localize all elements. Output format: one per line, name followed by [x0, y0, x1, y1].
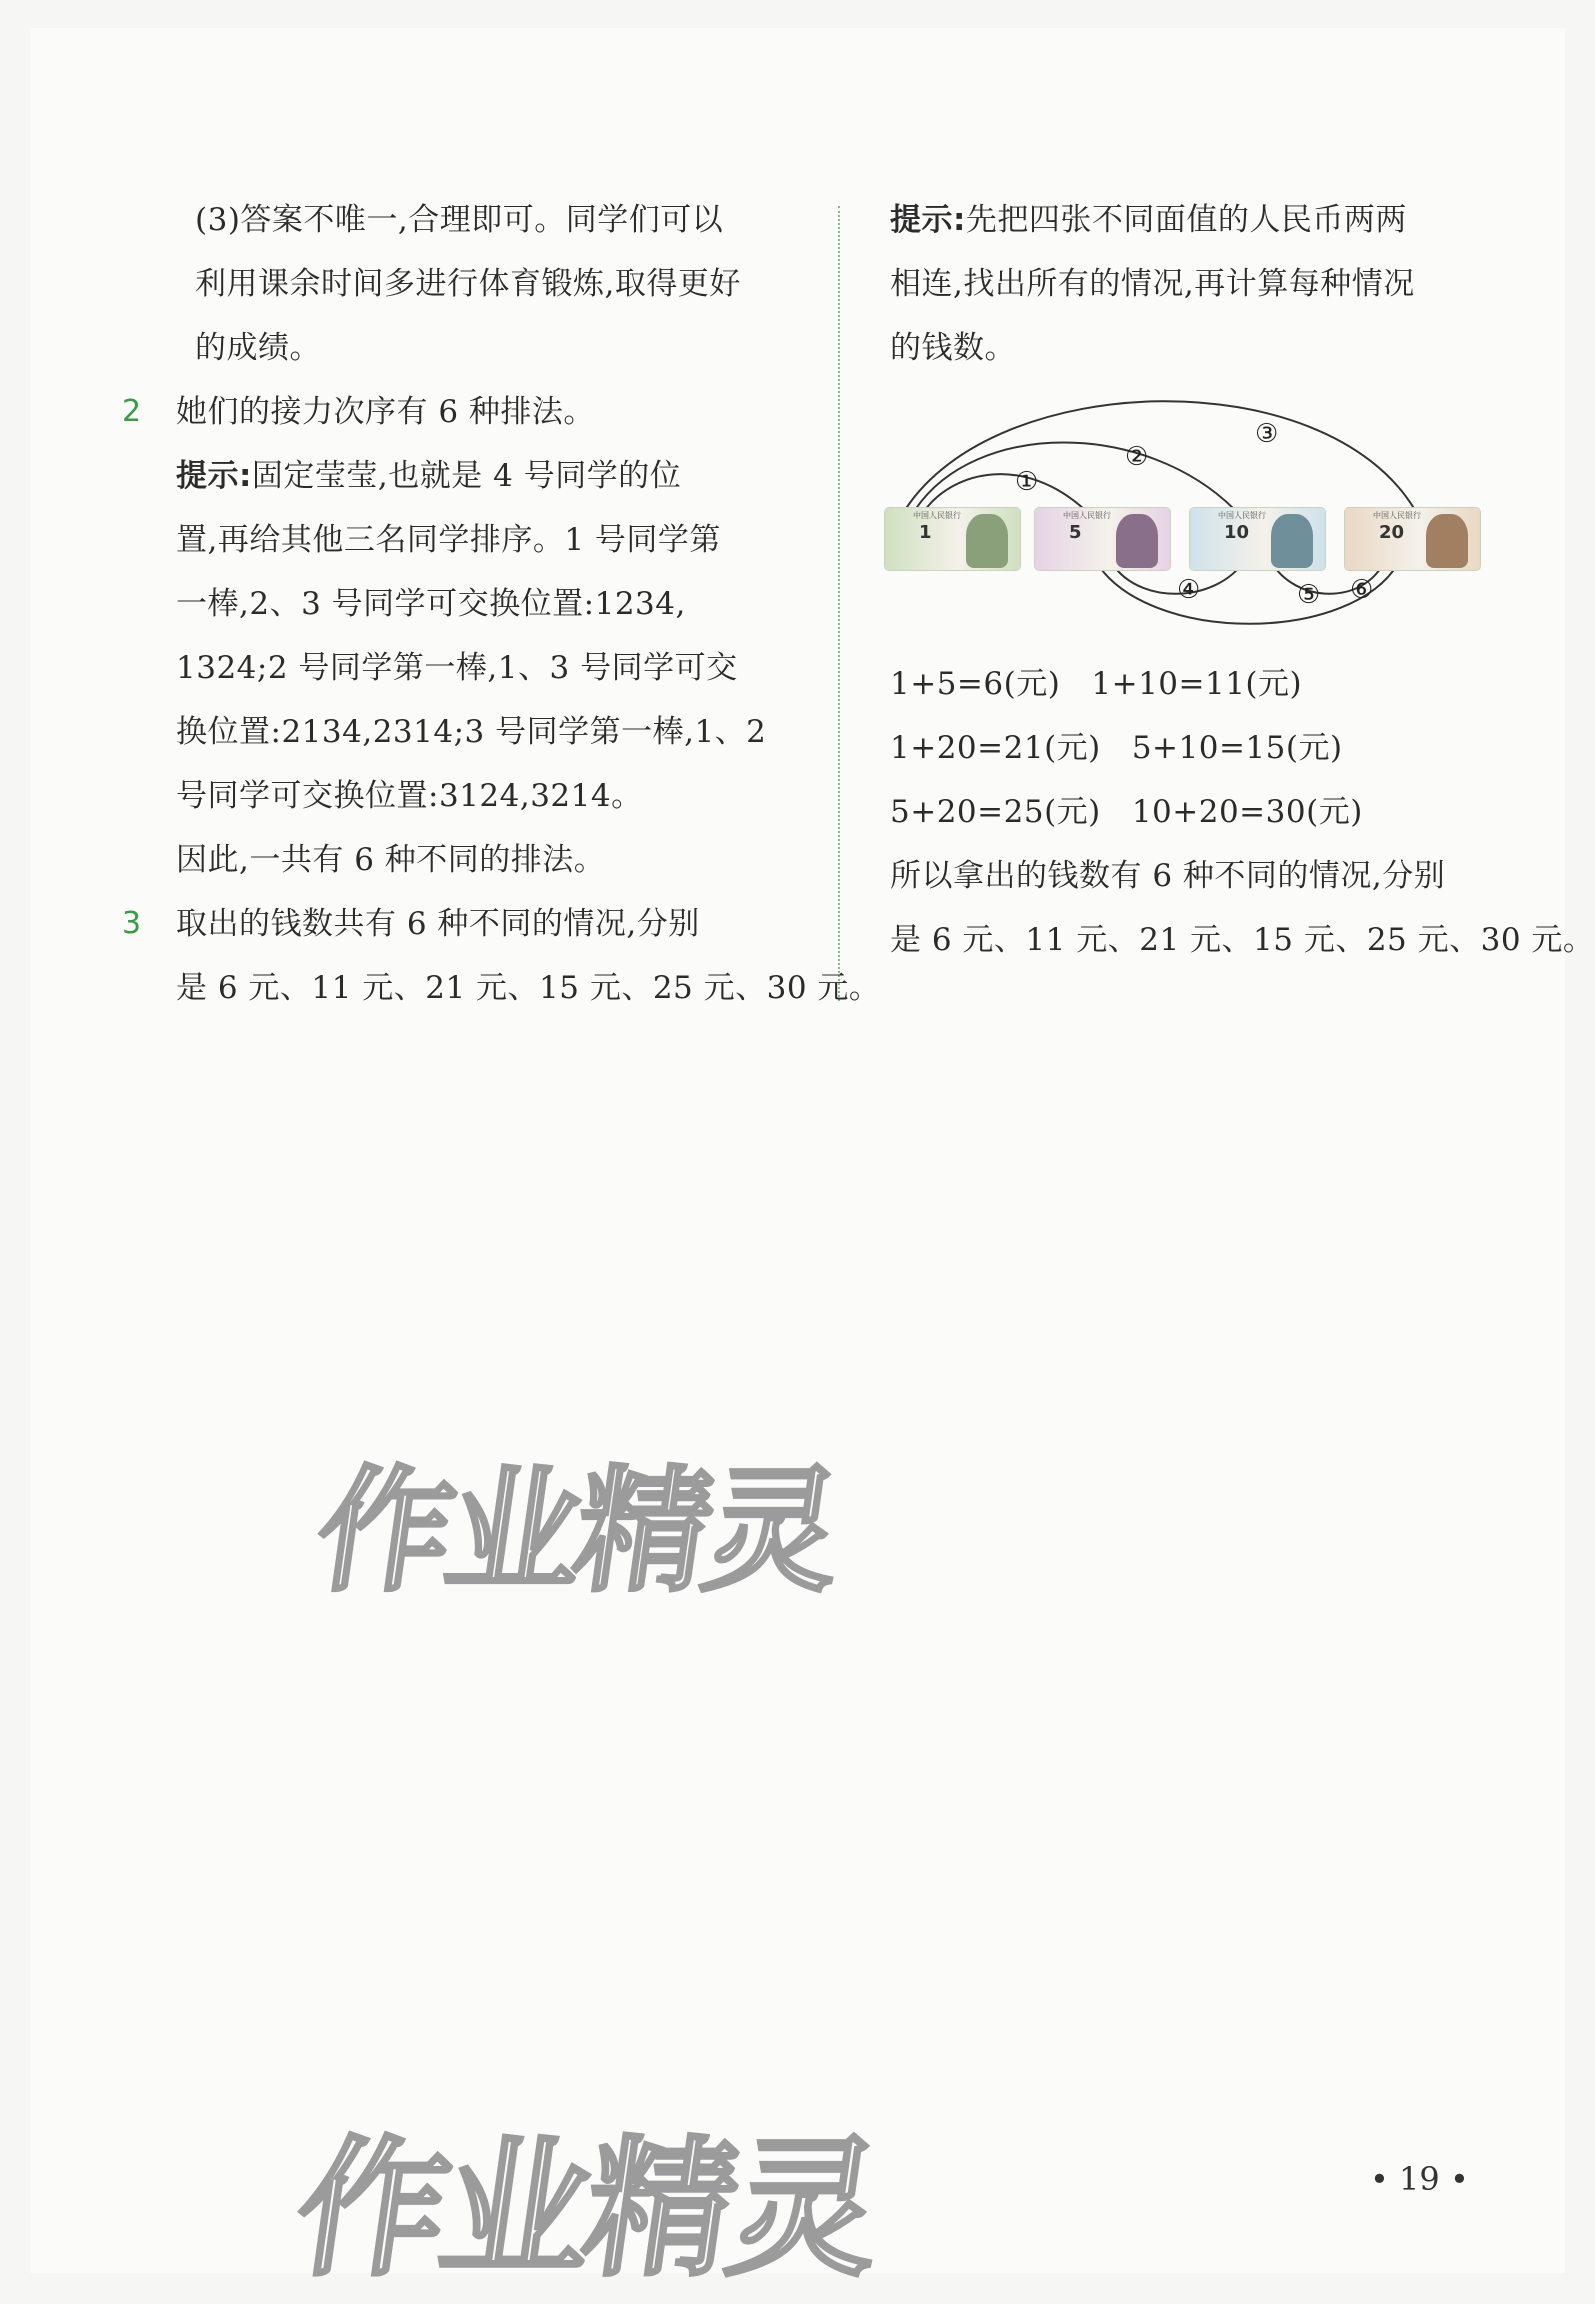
banknote-10-value: 10 [1224, 522, 1250, 543]
pairing-arcs [885, 360, 1505, 625]
banknote-1 [885, 508, 1020, 570]
page [30, 28, 1595, 2297]
hint-label: 提示: [176, 458, 252, 494]
banknote-10-header: 中国人民银行 [1218, 511, 1266, 520]
arc-label-2: ② [1125, 442, 1149, 472]
conclusion-line-1: 所以拿出的钱数有 6 种不同的情况,分别 [890, 858, 1446, 894]
left-line-4: 她们的接力次序有 6 种排法。 [176, 394, 595, 430]
arc-label-6: ⑥ [1350, 575, 1374, 605]
banknote-20-value: 20 [1379, 522, 1405, 543]
right-hint-label: 提示: [890, 202, 966, 238]
equation-line-3: 5+20=25(元) 10+20=30(元) [890, 794, 1363, 830]
banknote-20-header: 中国人民银行 [1373, 511, 1421, 520]
column-separator [838, 206, 840, 1001]
banknote-5-header: 中国人民银行 [1063, 511, 1111, 520]
banknote-1-portrait [966, 514, 1008, 568]
left-line-2: 利用课余时间多进行体育锻炼,取得更好 [195, 266, 741, 302]
banknote-5-portrait [1116, 514, 1158, 568]
banknote-20-portrait [1426, 514, 1468, 568]
arc-label-3: ③ [1255, 419, 1279, 449]
equation-line-2: 1+20=21(元) 5+10=15(元) [890, 730, 1343, 766]
banknote-10 [1190, 508, 1325, 570]
banknote-1-header: 中国人民银行 [913, 511, 961, 520]
left-line-10: 号同学可交换位置:3124,3214。 [176, 778, 643, 814]
right-hint-text: 先把四张不同面值的人民币两两 [965, 202, 1407, 238]
left-line-9: 换位置:2134,2314;3 号同学第一棒,1、2 [176, 714, 767, 750]
left-line-7: 一棒,2、3 号同学可交换位置:1234, [176, 586, 686, 622]
conclusion-line-2: 是 6 元、11 元、21 元、15 元、25 元、30 元。 [890, 922, 1595, 958]
watermark-bottom: 作业精灵 [285, 2123, 887, 2297]
left-line-12: 取出的钱数共有 6 种不同的情况,分别 [176, 906, 700, 942]
banknote-20 [1345, 508, 1480, 570]
arc-3 [905, 401, 1415, 510]
right-hint-line-2: 相连,找出所有的情况,再计算每种情况 [890, 266, 1415, 302]
left-line-6: 置,再给其他三名同学排序。1 号同学第 [176, 522, 721, 558]
watermark-top: 作业精灵 [307, 1453, 846, 1610]
left-line-3: 的成绩。 [195, 330, 321, 366]
left-hint-line-1 [176, 456, 681, 496]
arc-label-5-html: ⑤ [1297, 580, 1321, 610]
banknote-1-value: 1 [919, 522, 932, 543]
right-hint-line-1 [890, 200, 1407, 240]
equation-line-1: 1+5=6(元) 1+10=11(元) [890, 666, 1303, 702]
left-line-13: 是 6 元、11 元、21 元、15 元、25 元、30 元。 [176, 970, 881, 1006]
left-line-8: 1324;2 号同学第一棒,1、3 号同学可交 [176, 650, 738, 686]
left-line-1: (3)答案不唯一,合理即可。同学们可以 [195, 202, 724, 238]
banknote-10-portrait [1271, 514, 1313, 568]
page-number: • 19 • [1370, 2160, 1469, 2198]
banknote-pairing-diagram [885, 360, 1505, 625]
item-2-number: 2 [122, 394, 142, 429]
banknote-5-value: 5 [1069, 522, 1082, 543]
banknote-5 [1035, 508, 1170, 570]
hint-text: 固定莹莹,也就是 4 号同学的位 [251, 458, 682, 494]
arc-1 [925, 474, 1085, 510]
item-3-number: 3 [122, 906, 142, 941]
arc-label-4: ④ [1177, 575, 1201, 605]
left-line-11: 因此,一共有 6 种不同的排法。 [176, 842, 606, 878]
arc-label-1: ① [1015, 467, 1039, 497]
right-hint-line-3: 的钱数。 [890, 330, 1016, 366]
